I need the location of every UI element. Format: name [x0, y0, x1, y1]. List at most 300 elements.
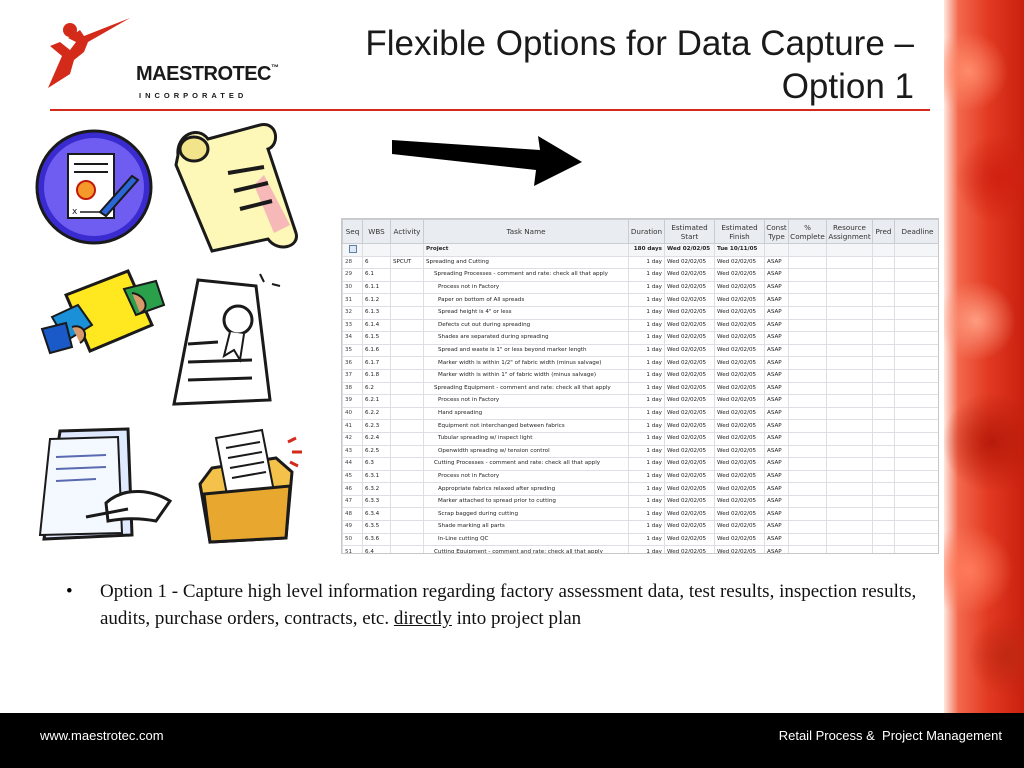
deadline-cell — [895, 521, 940, 534]
table-row — [343, 395, 940, 408]
pred-cell — [873, 269, 895, 282]
const-type-cell: ASAP — [765, 495, 789, 508]
table-row — [343, 281, 940, 294]
const-type-cell: ASAP — [765, 281, 789, 294]
finish-cell: Wed 02/02/05 — [715, 357, 765, 370]
wbs-cell: 6.3.6 — [363, 533, 391, 546]
const-type-cell: ASAP — [765, 357, 789, 370]
title-divider — [50, 109, 930, 111]
logo-wordmark: MAESTROTEC™ — [136, 63, 279, 85]
table-row — [343, 256, 940, 269]
const-type-cell: ASAP — [765, 533, 789, 546]
finish-cell: Wed 02/02/05 — [715, 382, 765, 395]
finish-cell: Wed 02/02/05 — [715, 294, 765, 307]
finish-cell: Wed 02/02/05 — [715, 319, 765, 332]
table-row — [343, 483, 940, 496]
activity-cell — [391, 344, 424, 357]
column-header: Estimated Start — [665, 220, 715, 244]
award-document-icon — [168, 270, 288, 410]
finish-cell: Wed 02/02/05 — [715, 369, 765, 382]
start-cell: Wed 02/02/05 — [665, 306, 715, 319]
task-name-cell: Spread height is 4" or less — [424, 306, 629, 319]
column-header: Deadline — [895, 220, 940, 244]
pred-cell — [873, 533, 895, 546]
finish-cell: Wed 02/02/05 — [715, 344, 765, 357]
const-type-cell: ASAP — [765, 395, 789, 408]
start-cell: Wed 02/02/05 — [665, 495, 715, 508]
activity-cell — [391, 382, 424, 395]
percent-complete-cell — [789, 546, 827, 554]
wbs-cell: 6.2.4 — [363, 432, 391, 445]
wbs-cell: 6.1.4 — [363, 319, 391, 332]
wbs-cell: 6.2.2 — [363, 407, 391, 420]
start-cell: Wed 02/02/05 — [665, 395, 715, 408]
const-type-cell: ASAP — [765, 306, 789, 319]
seq-cell: 39 — [343, 395, 363, 408]
wbs-cell: 6.2.1 — [363, 395, 391, 408]
activity-cell — [391, 470, 424, 483]
activity-cell — [391, 332, 424, 345]
pred-cell — [873, 432, 895, 445]
task-name-cell: Marker attached to spread prior to cutting — [424, 495, 629, 508]
seq-cell: 30 — [343, 281, 363, 294]
certificate-badge-icon — [34, 128, 154, 246]
pred-cell — [873, 369, 895, 382]
finish-cell: Wed 02/02/05 — [715, 269, 765, 282]
task-name-cell: Cutting Processes - comment and rate: check all that apply — [424, 458, 629, 471]
column-header: Seq — [343, 220, 363, 244]
table-row — [343, 458, 940, 471]
resource-cell — [827, 445, 873, 458]
percent-complete-cell — [789, 395, 827, 408]
deadline-cell — [895, 495, 940, 508]
slide-title-line-1: Flexible Options for Data Capture – — [365, 24, 914, 63]
duration-cell: 1 day — [629, 357, 665, 370]
const-type-cell: ASAP — [765, 294, 789, 307]
task-name-cell: Process not in Factory — [424, 470, 629, 483]
task-name-cell: Appropriate fabrics relaxed after spreding — [424, 483, 629, 496]
task-name-cell: Hand spreading — [424, 407, 629, 420]
activity-cell — [391, 294, 424, 307]
finish-cell: Wed 02/02/05 — [715, 470, 765, 483]
activity-cell — [391, 357, 424, 370]
resource-cell — [827, 369, 873, 382]
pred-cell — [873, 319, 895, 332]
const-type-cell: ASAP — [765, 369, 789, 382]
start-cell: Wed 02/02/05 — [665, 332, 715, 345]
pred-cell — [873, 357, 895, 370]
table-row — [343, 470, 940, 483]
duration-cell: 1 day — [629, 344, 665, 357]
logo-subtitle: INCORPORATED — [139, 91, 248, 100]
task-name-cell: Marker width is within 1" of fabric width (minus salvage) — [424, 369, 629, 382]
resource-cell — [827, 508, 873, 521]
duration-cell: 1 day — [629, 533, 665, 546]
activity-cell — [391, 495, 424, 508]
bullet-item — [100, 578, 920, 632]
table-row — [343, 369, 940, 382]
duration-cell: 1 day — [629, 546, 665, 554]
wbs-cell: 6.1.8 — [363, 369, 391, 382]
seq-cell: 28 — [343, 256, 363, 269]
percent-complete-cell — [789, 357, 827, 370]
table-row — [343, 294, 940, 307]
column-header: WBS — [363, 220, 391, 244]
deadline-cell — [895, 332, 940, 345]
const-type-cell: ASAP — [765, 546, 789, 554]
pred-cell — [873, 294, 895, 307]
column-header: Const Type — [765, 220, 789, 244]
table-row — [343, 344, 940, 357]
activity-cell — [391, 306, 424, 319]
percent-complete-cell — [789, 521, 827, 534]
const-type-cell: ASAP — [765, 508, 789, 521]
percent-complete-cell — [789, 332, 827, 345]
duration-cell: 1 day — [629, 432, 665, 445]
finish-cell: Wed 02/02/05 — [715, 306, 765, 319]
decorative-side-strip — [944, 0, 1024, 713]
activity-cell — [391, 483, 424, 496]
pred-cell — [873, 508, 895, 521]
deadline-cell — [895, 420, 940, 433]
seq-cell: 36 — [343, 357, 363, 370]
deadline-cell — [895, 546, 940, 554]
const-type-cell: ASAP — [765, 344, 789, 357]
percent-complete-cell — [789, 281, 827, 294]
seq-cell: 33 — [343, 319, 363, 332]
finish-cell: Wed 02/02/05 — [715, 495, 765, 508]
resource-cell — [827, 395, 873, 408]
percent-complete-cell — [789, 382, 827, 395]
seq-cell: 48 — [343, 508, 363, 521]
task-name-cell: Equipment not interchanged between fabrics — [424, 420, 629, 433]
duration-cell: 1 day — [629, 281, 665, 294]
seq-cell: 32 — [343, 306, 363, 319]
deadline-cell — [895, 319, 940, 332]
wbs-cell: 6.1.7 — [363, 357, 391, 370]
pred-cell — [873, 420, 895, 433]
seq-cell: 31 — [343, 294, 363, 307]
deadline-cell — [895, 256, 940, 269]
duration-cell: 1 day — [629, 382, 665, 395]
activity-cell — [391, 420, 424, 433]
activity-cell — [391, 395, 424, 408]
finish-cell: Wed 02/02/05 — [715, 281, 765, 294]
wbs-cell: 6 — [363, 256, 391, 269]
resource-cell — [827, 294, 873, 307]
percent-complete-cell — [789, 508, 827, 521]
finish-cell: Wed 02/02/05 — [715, 483, 765, 496]
pred-cell — [873, 445, 895, 458]
task-name-cell: Process not in Factory — [424, 395, 629, 408]
start-cell: Wed 02/02/05 — [665, 344, 715, 357]
pred-cell — [873, 521, 895, 534]
percent-complete-cell — [789, 533, 827, 546]
deadline-cell — [895, 344, 940, 357]
activity-cell — [391, 445, 424, 458]
signing-document-icon — [36, 425, 176, 545]
const-type-cell: ASAP — [765, 445, 789, 458]
task-name-cell: Spreading Equipment - comment and rate: check all that apply — [424, 382, 629, 395]
percent-complete-cell — [789, 445, 827, 458]
activity-cell — [391, 269, 424, 282]
pred-cell — [873, 332, 895, 345]
seq-cell: 46 — [343, 483, 363, 496]
wbs-cell: 6.4 — [363, 546, 391, 554]
duration-cell: 1 day — [629, 407, 665, 420]
finish-cell: Wed 02/02/05 — [715, 521, 765, 534]
start-cell: Wed 02/02/05 — [665, 420, 715, 433]
activity-cell — [391, 281, 424, 294]
project-doc-icon-cell — [343, 244, 363, 257]
deadline-cell — [895, 369, 940, 382]
const-type-cell: ASAP — [765, 521, 789, 534]
deadline-cell — [895, 432, 940, 445]
table-row — [343, 546, 940, 554]
document-icon — [349, 245, 357, 253]
table-row — [343, 332, 940, 345]
project-summary-row — [343, 244, 940, 257]
table-row — [343, 382, 940, 395]
percent-complete-cell — [789, 470, 827, 483]
seq-cell: 51 — [343, 546, 363, 554]
seq-cell: 45 — [343, 470, 363, 483]
pred-cell — [873, 470, 895, 483]
duration-cell: 1 day — [629, 395, 665, 408]
deadline-cell — [895, 281, 940, 294]
wbs-cell: 6.3.4 — [363, 508, 391, 521]
table-row — [343, 407, 940, 420]
const-type-cell: ASAP — [765, 407, 789, 420]
wbs-cell: 6.2 — [363, 382, 391, 395]
finish-cell: Tue 10/11/05 — [715, 244, 765, 257]
seq-cell: 29 — [343, 269, 363, 282]
percent-complete-cell — [789, 369, 827, 382]
duration-cell: 180 days — [629, 244, 665, 257]
const-type-cell: ASAP — [765, 483, 789, 496]
resource-cell — [827, 420, 873, 433]
deadline-cell — [895, 269, 940, 282]
table-row — [343, 508, 940, 521]
task-name-cell: Openwidth spreading w/ tension control — [424, 445, 629, 458]
table-row — [343, 319, 940, 332]
start-cell: Wed 02/02/05 — [665, 281, 715, 294]
table-row — [343, 432, 940, 445]
const-type-cell: ASAP — [765, 470, 789, 483]
activity-cell — [391, 319, 424, 332]
pred-cell — [873, 382, 895, 395]
duration-cell: 1 day — [629, 470, 665, 483]
deadline-cell — [895, 445, 940, 458]
pred-cell — [873, 407, 895, 420]
seq-cell: 42 — [343, 432, 363, 445]
duration-cell: 1 day — [629, 521, 665, 534]
pred-cell — [873, 306, 895, 319]
start-cell: Wed 02/02/05 — [665, 294, 715, 307]
wbs-cell: 6.1.5 — [363, 332, 391, 345]
pred-cell — [873, 546, 895, 554]
resource-cell — [827, 256, 873, 269]
const-type-cell: ASAP — [765, 420, 789, 433]
seq-cell: 43 — [343, 445, 363, 458]
finish-cell: Wed 02/02/05 — [715, 546, 765, 554]
deadline-cell — [895, 382, 940, 395]
start-cell: Wed 02/02/05 — [665, 508, 715, 521]
deadline-cell — [895, 357, 940, 370]
finish-cell: Wed 02/02/05 — [715, 432, 765, 445]
bullet-marker: • — [66, 581, 73, 602]
start-cell: Wed 02/02/05 — [665, 483, 715, 496]
seq-cell: 44 — [343, 458, 363, 471]
percent-complete-cell — [789, 432, 827, 445]
slide-title — [274, 22, 914, 108]
resource-cell — [827, 306, 873, 319]
footer-tagline: Retail Process & Project Management — [778, 728, 1002, 743]
deadline-cell — [895, 306, 940, 319]
task-name-cell: Marker width is within 1/2" of fabric width (minus salvage) — [424, 357, 629, 370]
deadline-cell — [895, 470, 940, 483]
pred-cell — [873, 344, 895, 357]
file-folder-icon — [196, 428, 306, 544]
start-cell: Wed 02/02/05 — [665, 470, 715, 483]
resource-cell — [827, 319, 873, 332]
duration-cell: 1 day — [629, 458, 665, 471]
wbs-cell: 6.3.2 — [363, 483, 391, 496]
const-type-cell: ASAP — [765, 256, 789, 269]
resource-cell — [827, 546, 873, 554]
activity-cell — [391, 432, 424, 445]
pred-cell — [873, 281, 895, 294]
const-type-cell: ASAP — [765, 332, 789, 345]
finish-cell: Wed 02/02/05 — [715, 445, 765, 458]
table-row — [343, 420, 940, 433]
task-name-cell: Cutting Equipment - comment and rate: check all that apply — [424, 546, 629, 554]
activity-cell — [391, 508, 424, 521]
percent-complete-cell — [789, 483, 827, 496]
finish-cell: Wed 02/02/05 — [715, 508, 765, 521]
duration-cell: 1 day — [629, 269, 665, 282]
project-plan-table — [341, 218, 939, 554]
table-row — [343, 269, 940, 282]
duration-cell: 1 day — [629, 319, 665, 332]
resource-cell — [827, 407, 873, 420]
percent-complete-cell — [789, 306, 827, 319]
const-type-cell: ASAP — [765, 319, 789, 332]
resource-cell — [827, 533, 873, 546]
activity-cell — [391, 521, 424, 534]
wbs-cell: 6.3.3 — [363, 495, 391, 508]
task-name-cell: In-Line cutting QC — [424, 533, 629, 546]
duration-cell: 1 day — [629, 294, 665, 307]
resource-cell — [827, 470, 873, 483]
task-name-cell: Scrap bagged during cutting — [424, 508, 629, 521]
resource-cell — [827, 357, 873, 370]
bullet-text-start: Option 1 - Capture high level information regarding factory assessment data, test results, inspection results, audits, purchase orders, contracts, etc. — [100, 581, 917, 629]
wbs-cell: 6.1 — [363, 269, 391, 282]
seq-cell: 37 — [343, 369, 363, 382]
finish-cell: Wed 02/02/05 — [715, 458, 765, 471]
start-cell: Wed 02/02/05 — [665, 445, 715, 458]
percent-complete-cell — [789, 495, 827, 508]
deadline-cell — [895, 508, 940, 521]
resource-cell — [827, 344, 873, 357]
start-cell: Wed 02/02/05 — [665, 256, 715, 269]
activity-cell: SPCUT — [391, 256, 424, 269]
finish-cell: Wed 02/02/05 — [715, 256, 765, 269]
resource-cell — [827, 432, 873, 445]
start-cell: Wed 02/02/05 — [665, 407, 715, 420]
wbs-cell: 6.1.2 — [363, 294, 391, 307]
seq-cell: 40 — [343, 407, 363, 420]
slide-title-line-2: Option 1 — [781, 67, 914, 106]
handshake-folder-icon — [32, 265, 172, 365]
seq-cell: 41 — [343, 420, 363, 433]
percent-complete-cell — [789, 344, 827, 357]
resource-cell — [827, 458, 873, 471]
table-row — [343, 495, 940, 508]
seq-cell: 50 — [343, 533, 363, 546]
duration-cell: 1 day — [629, 495, 665, 508]
task-name-cell: Defects cut out during spreading — [424, 319, 629, 332]
resource-cell — [827, 483, 873, 496]
task-name-cell: Shade marking all parts — [424, 521, 629, 534]
table-row — [343, 533, 940, 546]
start-cell: Wed 02/02/05 — [665, 244, 715, 257]
start-cell: Wed 02/02/05 — [665, 357, 715, 370]
start-cell: Wed 02/02/05 — [665, 369, 715, 382]
finish-cell: Wed 02/02/05 — [715, 407, 765, 420]
duration-cell: 1 day — [629, 483, 665, 496]
wbs-cell: 6.3.1 — [363, 470, 391, 483]
pred-cell — [873, 483, 895, 496]
start-cell: Wed 02/02/05 — [665, 319, 715, 332]
deadline-cell — [895, 458, 940, 471]
table-row — [343, 521, 940, 534]
duration-cell: 1 day — [629, 306, 665, 319]
task-name-cell: Process not in Factory — [424, 281, 629, 294]
task-name-cell: Spreading Processes - comment and rate: check all that apply — [424, 269, 629, 282]
resource-cell — [827, 269, 873, 282]
start-cell: Wed 02/02/05 — [665, 521, 715, 534]
footer-website: www.maestrotec.com — [40, 728, 164, 743]
deadline-cell — [895, 533, 940, 546]
activity-cell — [391, 369, 424, 382]
seq-cell: 38 — [343, 382, 363, 395]
deadline-cell — [895, 483, 940, 496]
bullet-emphasis: directly — [393, 608, 452, 629]
activity-cell — [391, 533, 424, 546]
table-header-row — [343, 220, 940, 244]
wbs-cell: 6.1.3 — [363, 306, 391, 319]
activity-cell — [391, 407, 424, 420]
task-name-cell: Project — [424, 244, 629, 257]
start-cell: Wed 02/02/05 — [665, 432, 715, 445]
task-name-cell: Tubular spreading w/ inspect light — [424, 432, 629, 445]
percent-complete-cell — [789, 458, 827, 471]
wbs-cell: 6.1.1 — [363, 281, 391, 294]
resource-cell — [827, 521, 873, 534]
column-header: Task Name — [424, 220, 629, 244]
duration-cell: 1 day — [629, 508, 665, 521]
finish-cell: Wed 02/02/05 — [715, 420, 765, 433]
finish-cell: Wed 02/02/05 — [715, 533, 765, 546]
const-type-cell: ASAP — [765, 432, 789, 445]
right-arrow-icon — [390, 132, 585, 187]
deadline-cell — [895, 407, 940, 420]
resource-cell — [827, 332, 873, 345]
duration-cell: 1 day — [629, 256, 665, 269]
pred-cell — [873, 495, 895, 508]
